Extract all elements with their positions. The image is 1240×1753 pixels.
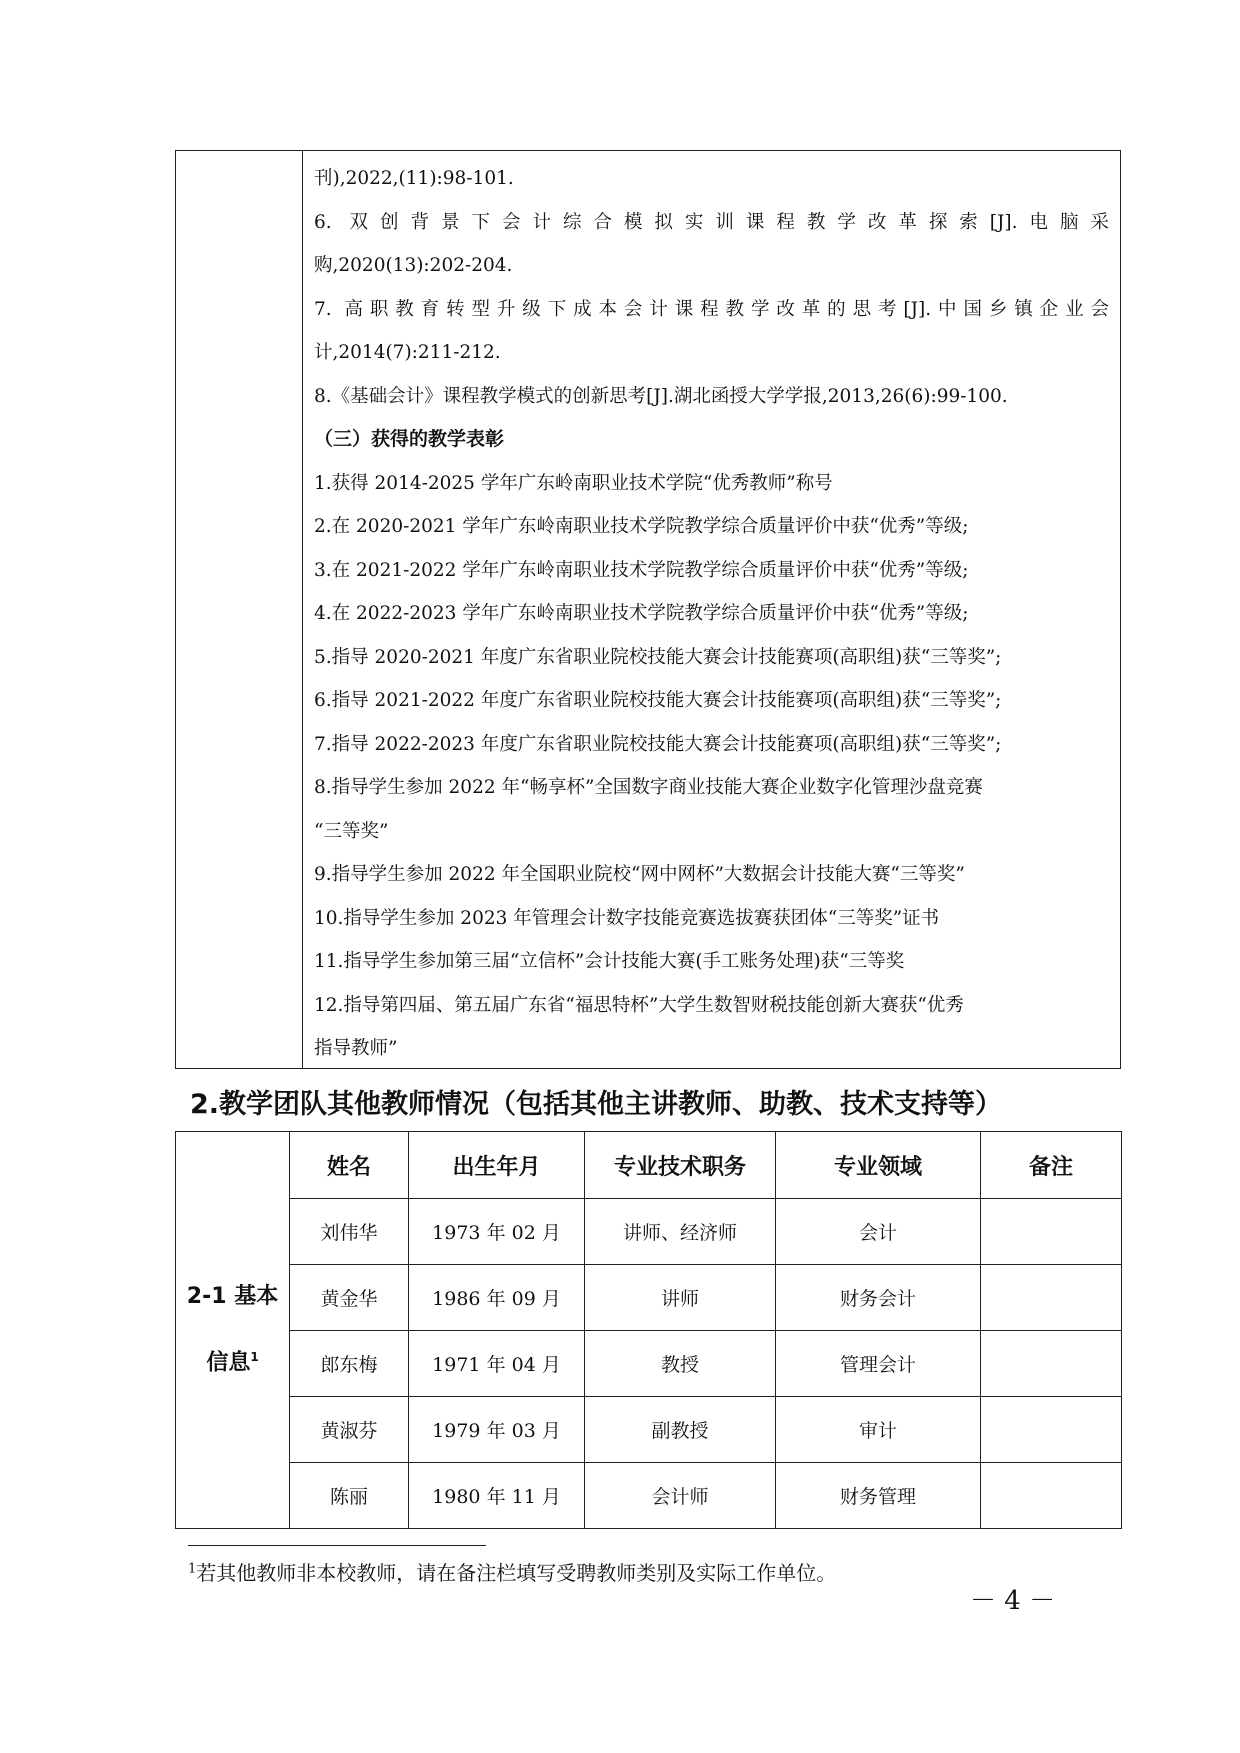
text-line: 12.指导第四届、第五届广东省“福思特杯”大学生数智财税技能创新大赛获“优秀 — [314, 994, 964, 1016]
text-line: 2.在 2020-2021 学年广东岭南职业技术学院教学综合质量评价中获“优秀”等级; — [314, 516, 969, 537]
table-row — [176, 1463, 1122, 1529]
text-line: 6. 双创背景下会计综合模拟实训课程教学改革探索[J].电脑采 — [314, 211, 1109, 233]
text-line: “三等奖” — [314, 820, 389, 842]
cell-title: 副教授 — [585, 1397, 776, 1463]
text-line: 11.指导学生参加第三届“立信杯”会计技能大赛(手工账务处理)获“三等奖 — [314, 951, 905, 972]
text-line: 指导教师” — [314, 1038, 398, 1059]
cell-title: 讲师 — [585, 1265, 776, 1331]
column-divider — [302, 151, 303, 1068]
cell-note — [981, 1397, 1122, 1463]
cell-note — [981, 1265, 1122, 1331]
text-line: 购,2020(13):202-204. — [314, 255, 513, 276]
table-row — [176, 1331, 1122, 1397]
cell-name: 黄淑芬 — [290, 1397, 409, 1463]
table-row — [176, 1397, 1122, 1463]
cell-title: 教授 — [585, 1331, 776, 1397]
cell-name: 陈丽 — [290, 1463, 409, 1529]
text-line: 8.指导学生参加 2022 年“畅享杯”全国数字商业技能大赛企业数字化管理沙盘竞赛 — [314, 777, 983, 798]
team-members-table — [175, 1131, 1122, 1529]
section-title: 2.教学团队其他教师情况（包括其他主讲教师、助教、技术支持等） — [190, 1089, 1003, 1120]
text-line: 计,2014(7):211-212. — [314, 342, 501, 363]
footnote-rule — [188, 1545, 486, 1546]
table-row — [176, 1199, 1122, 1265]
cell-note — [981, 1463, 1122, 1529]
subsection-heading: （三）获得的教学表彰 — [314, 428, 505, 450]
cell-note — [981, 1199, 1122, 1265]
text-line: 8.《基础会计》课程教学模式的创新思考[J].湖北函授大学学报,2013,26(6):99-100. — [314, 385, 1008, 407]
text-line: 3.在 2021-2022 学年广东岭南职业技术学院教学综合质量评价中获“优秀”等级; — [314, 559, 969, 581]
cell-birth: 1973 年 02 月 — [409, 1199, 585, 1265]
cell-field: 审计 — [776, 1397, 981, 1463]
text-line: 1.获得 2014-2025 学年广东岭南职业技术学院“优秀教师”称号 — [314, 472, 833, 494]
section-label-cell — [176, 1132, 290, 1529]
text-line: 9.指导学生参加 2022 年全国职业院校“网中网杯”大数据会计技能大赛“三等奖” — [314, 864, 965, 885]
cell-birth: 1971 年 04 月 — [409, 1331, 585, 1397]
cell-field: 财务会计 — [776, 1265, 981, 1331]
header-name: 姓名 — [290, 1132, 409, 1199]
cell-birth: 1980 年 11 月 — [409, 1463, 585, 1529]
text-line: 4.在 2022-2023 学年广东岭南职业技术学院教学综合质量评价中获“优秀”等级; — [314, 603, 969, 624]
table-row — [176, 1265, 1122, 1331]
text-line: 5.指导 2020-2021 年度广东省职业院校技能大赛会计技能赛项(高职组)获“三等奖”; — [314, 646, 1002, 668]
text-line: 6.指导 2021-2022 年度广东省职业院校技能大赛会计技能赛项(高职组)获“三等奖”; — [314, 690, 1002, 711]
cell-name: 刘伟华 — [290, 1199, 409, 1265]
cell-field: 财务管理 — [776, 1463, 981, 1529]
cell-field: 管理会计 — [776, 1331, 981, 1397]
cell-note — [981, 1331, 1122, 1397]
text-line: 7. 高职教育转型升级下成本会计课程教学改革的思考[J].中国乡镇企业会 — [314, 298, 1109, 320]
continued-achievements-table — [175, 150, 1121, 1069]
achievements-content — [314, 157, 1109, 1071]
cell-title: 会计师 — [585, 1463, 776, 1529]
section-label-line1: 2-1 基本 — [186, 1283, 279, 1309]
footnote-mark: 1 — [188, 1561, 197, 1577]
cell-title: 讲师、经济师 — [585, 1199, 776, 1265]
section-label-line2: 信息$^1$ — [206, 1349, 259, 1376]
page-number: － 4 － — [970, 1586, 1056, 1616]
cell-birth: 1979 年 03 月 — [409, 1397, 585, 1463]
cell-field: 会计 — [776, 1199, 981, 1265]
header-note: 备注 — [981, 1132, 1122, 1199]
table-header-row — [176, 1132, 1122, 1199]
footnote-text: 若其他教师非本校教师，请在备注栏填写受聘教师类别及实际工作单位。 — [196, 1561, 837, 1585]
footnote-ref: 1 — [250, 1349, 259, 1364]
text-line: 7.指导 2022-2023 年度广东省职业院校技能大赛会计技能赛项(高职组)获“三等奖”; — [314, 733, 1002, 755]
cell-birth: 1986 年 09 月 — [409, 1265, 585, 1331]
header-field: 专业领域 — [776, 1132, 981, 1199]
text-line: 10.指导学生参加 2023 年管理会计数字技能竞赛选拔赛获团体“三等奖”证书 — [314, 907, 940, 929]
header-title: 专业技术职务 — [585, 1132, 776, 1199]
footnote — [188, 1557, 836, 1586]
header-birth: 出生年月 — [409, 1132, 585, 1199]
text-line: 刊),2022,(11):98-101. — [314, 168, 514, 189]
cell-name: 黄金华 — [290, 1265, 409, 1331]
cell-name: 郎东梅 — [290, 1331, 409, 1397]
